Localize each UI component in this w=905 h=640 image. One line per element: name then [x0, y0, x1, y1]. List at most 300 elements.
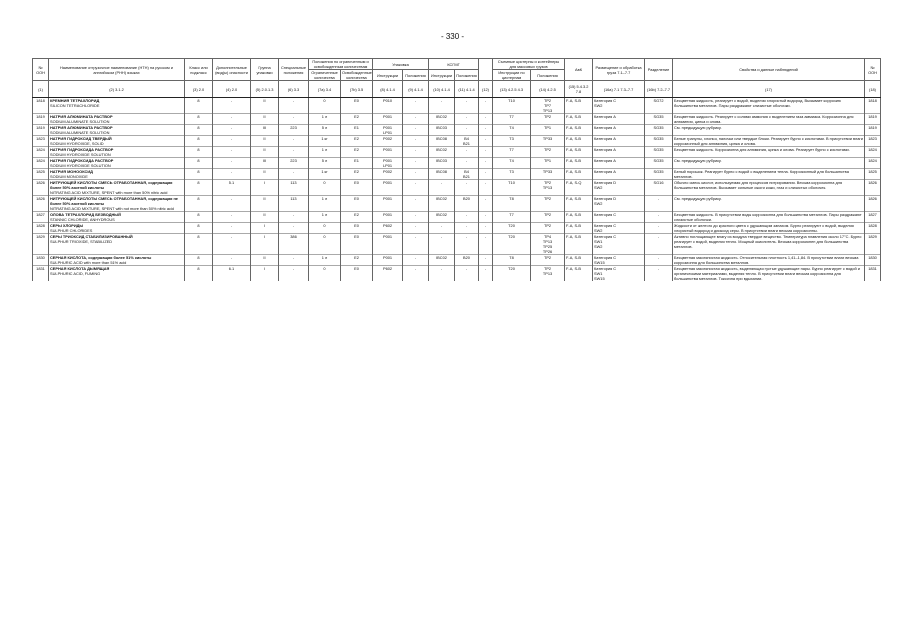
- cell-sub: -: [213, 98, 251, 114]
- cell-pp: -: [403, 266, 429, 282]
- header-properties: Свойства и данные наблюдений: [673, 59, 865, 81]
- cell-sub: 6.1: [213, 266, 251, 282]
- cell-ems: F-A, S-B: [565, 196, 593, 212]
- cell-tank: T3: [493, 169, 531, 180]
- cell-cls: 8: [185, 196, 213, 212]
- name-english: SODIUM MONOXIDE: [50, 174, 88, 179]
- header-tanks: Съемные цистерны и контейнеры для массовых грузов: [493, 59, 565, 70]
- cell-pp: -: [403, 234, 429, 255]
- cell-t12: -: [479, 255, 493, 266]
- cell-seg: -: [645, 223, 673, 234]
- cell-props: Бесцветная маслянистая жидкость, выделяющая густые удушающие пары. Бурно реагирует с водой и органическими материалами, выделяя тепло. В присутствии влаги весьма коррозионна для большинства металлов. Токсична при вдыхании.: [673, 266, 865, 282]
- cell-pg: II: [251, 169, 279, 180]
- cell-seg: -: [645, 196, 673, 212]
- name-english: SULPHUR CHLORIDES: [50, 228, 93, 233]
- cell-ems: F-A, S-B: [565, 147, 593, 158]
- name-russian: СЕРНАЯ КИСЛОТА ДЫМЯЩАЯ: [50, 266, 110, 271]
- cell-ibcp: -: [455, 234, 479, 255]
- table-row: [33, 223, 881, 234]
- cell-sp: 223: [279, 158, 309, 169]
- cell-sp: 113: [279, 196, 309, 212]
- cell-ltd: 1 кг: [309, 136, 341, 147]
- cell-tankp: TP2: [531, 114, 565, 125]
- cell-pi: P002: [373, 136, 403, 147]
- cell-sub: -: [213, 255, 251, 266]
- cell-name: [49, 136, 185, 147]
- cell-exc: E2: [341, 136, 373, 147]
- cell-pp: -: [403, 98, 429, 114]
- cell-sp: -: [279, 98, 309, 114]
- cell-seg: SG72: [645, 98, 673, 114]
- column-number: (4) 2.0: [213, 81, 251, 98]
- cell-cls: 8: [185, 114, 213, 125]
- cell-un2: 1829: [865, 234, 881, 255]
- cell-props: Бесцветная жидкость. Коррозионна для алюминия, цинка и олова. Реагирует бурно с кислотами.: [673, 147, 865, 158]
- cell-cls: 8: [185, 223, 213, 234]
- cell-props: Белые гранулы, хлопья, палочки или твердые блоки. Реагирует бурно с кислотами. В присутствии влаги коррозионный для алюминия, цинка и олова.: [674, 136, 863, 146]
- cell-tankp: TP33: [531, 136, 565, 147]
- header-tank-provisions: Положения: [531, 70, 565, 81]
- cell-pg: II: [251, 212, 279, 223]
- cell-un: 1830: [33, 255, 49, 266]
- column-number: (18): [865, 81, 881, 98]
- name-russian: СЕРЫ ХЛОРИДЫ: [50, 223, 84, 228]
- cell-ltd: 1 л: [309, 114, 341, 125]
- name-english: NITRATING ACID MIXTURE, SPENT with not more than 50% nitric acid: [50, 206, 174, 211]
- cell-sub: -: [213, 136, 251, 147]
- cell-un2: 1824: [865, 147, 881, 158]
- cell-t12: -: [479, 234, 493, 255]
- cell-ibcp: -: [455, 125, 479, 136]
- cell-name: [49, 266, 185, 282]
- cell-sp: -: [279, 223, 309, 234]
- name-english: SODIUM HYDROXIDE SOLUTION: [50, 163, 111, 168]
- cell-cls: 8: [185, 147, 213, 158]
- cell-ibc: IBC03: [429, 125, 455, 136]
- cell-seg: -: [645, 234, 673, 255]
- header-class: Класс или подкласс: [185, 59, 213, 81]
- cell-props: Бесцветная жидкость. В присутствии воды коррозионна для большинства металлов. Пары раздражают слизистые оболочки.: [673, 212, 865, 223]
- cell-tankp: TP2: [531, 147, 565, 158]
- cell-ibcp: B20: [455, 255, 479, 266]
- cell-tank: T8: [493, 196, 531, 212]
- name-russian: НАТРИЯ ГИДРОКСИДА РАСТВОР: [50, 147, 114, 152]
- name-russian: СЕРНАЯ КИСЛОТА, содержащая более 51% кислоты: [50, 255, 152, 260]
- table-row: [33, 158, 881, 169]
- cell-ems: F-A, S-B: [565, 169, 593, 180]
- cell-exc: E0: [341, 234, 373, 255]
- cell-pp: -: [403, 212, 429, 223]
- table-row: [33, 234, 881, 255]
- cell-ltd: 5 л: [309, 125, 341, 136]
- cell-sp: -: [279, 114, 309, 125]
- cell-ems: F-A, S-Q: [565, 180, 593, 196]
- cell-name: [49, 169, 185, 180]
- name-english: SODIUM ALUMINATE SOLUTION: [50, 130, 110, 135]
- header-excepted: Освобожденные количества: [342, 70, 372, 80]
- header-ibc-instructions: Инструкции: [429, 70, 455, 81]
- cell-props: Активно поглощающее влагу из воздуха твердое вещество. Температура плавления около 17°C. Бурно реагирует с водой, выделяя тепло. Мощный окислитель. Весьма коррозионен для большинства металлов.: [673, 234, 865, 255]
- table-body: [33, 98, 881, 282]
- cell-ibcp: -: [455, 223, 479, 234]
- cell-tank: T20: [493, 234, 531, 255]
- cell-ltd: 1 л: [309, 212, 341, 223]
- cell-tankp: TP33: [531, 169, 565, 180]
- cell-ibc: IBC08: [429, 169, 455, 180]
- cell-ltd: 1 л: [309, 255, 341, 266]
- cell-sub: -: [213, 234, 251, 255]
- cell-un2: 1826: [865, 180, 881, 196]
- cell-stow: Категория C SW1 SW2: [593, 234, 645, 255]
- cell-tankp: TP2: [531, 196, 565, 212]
- cell-un2: 1830: [865, 255, 881, 266]
- column-number: (7a) 3.4: [309, 81, 341, 98]
- cell-un: 1828: [33, 223, 49, 234]
- cell-pi: P001: [373, 255, 403, 266]
- cell-pg: II: [251, 98, 279, 114]
- cell-ibcp: B4 B21: [455, 169, 479, 180]
- cell-t12: -: [479, 212, 493, 223]
- table-row: [33, 180, 881, 196]
- cell-sub: -: [213, 158, 251, 169]
- cell-props: Белый порошок. Реагирует бурно с водой с выделением тепла. Коррозионный для большинства металлов.: [673, 169, 865, 180]
- cell-ems: F-A, S-B: [565, 234, 593, 255]
- cell-sub: -: [213, 196, 251, 212]
- cell-props: Жидкости от желтого до красного цвета с удушающим запахом. Бурно реагируют с водой, выделяя хлористый водород и диоксид серы. В присутствии влаги весьма коррозионны.: [673, 223, 865, 234]
- header-name: Наименование отгрузочное наименование (НТН) на русском и английском (РНН) языках: [49, 59, 185, 81]
- page-number: - 330 -: [440, 32, 465, 41]
- cell-tankp: TP2 TP13: [531, 180, 565, 196]
- cell-ibc: -: [429, 234, 455, 255]
- header-packing-provisions: Положения: [403, 70, 429, 81]
- cell-pp: -: [403, 169, 429, 180]
- cell-stow: Категория C: [593, 212, 645, 223]
- column-number: (17): [673, 81, 865, 98]
- cell-stow: Категория A: [593, 125, 645, 136]
- cell-sp: -: [279, 136, 309, 147]
- column-number: (8) 4.1.4: [373, 81, 403, 98]
- cell-un2: 1825: [865, 169, 881, 180]
- cell-ltd: 0: [309, 98, 341, 114]
- cell-tank: T7: [493, 147, 531, 158]
- cell-tank: T4: [493, 158, 531, 169]
- cell-cls: 8: [185, 234, 213, 255]
- column-number: (2) 3.1.2: [49, 81, 185, 98]
- column-number: (1): [33, 81, 49, 98]
- cell-ltd: 1 л: [309, 147, 341, 158]
- cell-ibc: -: [429, 266, 455, 282]
- cell-pp: -: [403, 125, 429, 136]
- name-russian: НАТРИЯ АЛЮМИНАТА РАСТВОР: [50, 125, 113, 130]
- column-number: (16a) 7.1 7.3–7.7: [593, 81, 645, 98]
- name-russian: НИТРУЮЩЕЙ КИСЛОТЫ СМЕСЬ ОТРАБОТАННАЯ, содержащая более 50% азотной кислоты: [50, 180, 173, 190]
- cell-pi: P001: [373, 212, 403, 223]
- column-number: (12): [479, 81, 493, 98]
- cell-tankp: TP2 TP7 TP13: [531, 98, 565, 114]
- name-russian: СЕРЫ ТРИОКСИД СТАБИЛИЗИРОВАННЫЙ: [50, 234, 133, 239]
- header-packing-group: Группа упаковки: [251, 59, 279, 81]
- cell-ibc: -: [429, 180, 455, 196]
- cell-pg: I: [251, 266, 279, 282]
- table-row: [33, 114, 881, 125]
- cell-pg: II: [251, 147, 279, 158]
- cell-ltd: 0: [309, 234, 341, 255]
- name-english: SILICON TETRACHLORIDE: [50, 103, 100, 108]
- cell-pp: -: [403, 223, 429, 234]
- header-subsidiary-risk: Дополнительные (вид(ы) опасности: [213, 59, 251, 81]
- header-packaging: Упаковка: [373, 59, 429, 70]
- cell-exc: E2: [341, 212, 373, 223]
- cell-sub: 5.1: [213, 180, 251, 196]
- cell-pg: II: [251, 255, 279, 266]
- cell-ibc: -: [429, 223, 455, 234]
- table-row: [33, 212, 881, 223]
- cell-ibcp: -: [455, 147, 479, 158]
- cell-pp: -: [403, 158, 429, 169]
- cell-ibcp: -: [455, 180, 479, 196]
- cell-name: [49, 223, 185, 234]
- name-english: SULPHURIC ACID, FUMING: [50, 271, 101, 276]
- cell-pi: P001: [373, 114, 403, 125]
- cell-tank: T7: [493, 212, 531, 223]
- cell-seg: SG35: [645, 136, 673, 147]
- cell-sp: 223: [279, 125, 309, 136]
- cell-ems: F-A, S-B: [565, 223, 593, 234]
- cell-name: [49, 196, 185, 212]
- cell-pp: -: [403, 147, 429, 158]
- cell-pg: II: [251, 114, 279, 125]
- cell-un2: 1819: [865, 114, 881, 125]
- header-un-no: № ООН: [33, 59, 49, 81]
- cell-props: См. предыдущую рубрику.: [673, 125, 865, 136]
- name-english: SODIUM HYDROXIDE SOLUTION: [50, 152, 111, 157]
- cell-un: 1831: [33, 266, 49, 282]
- cell-pg: III: [251, 125, 279, 136]
- cell-un: 1827: [33, 212, 49, 223]
- cell-seg: SG16: [645, 180, 673, 196]
- cell-name: [49, 125, 185, 136]
- cell-props: Бесцветная жидкость. Реагирует с солями аммония с выделением газа аммиака. Коррозионна для алюминия, цинка и олова.: [673, 114, 865, 125]
- cell-ems: F-A, S-B: [565, 212, 593, 223]
- cell-exc: E0: [341, 196, 373, 212]
- cell-ltd: 0: [309, 180, 341, 196]
- cell-un2: 1823: [865, 136, 881, 147]
- cell-ibc: -: [429, 98, 455, 114]
- cell-sp: -: [279, 255, 309, 266]
- cell-un2: 1831: [865, 266, 881, 282]
- cell-un2: 1819: [865, 125, 881, 136]
- cell-sub: -: [213, 147, 251, 158]
- table-row: [33, 125, 881, 136]
- cell-pp: -: [403, 180, 429, 196]
- cell-seg: -: [645, 266, 673, 282]
- cell-ems: F-A, S-B: [565, 255, 593, 266]
- cell-t12: -: [479, 158, 493, 169]
- name-russian: НАТРИЯ ГИДРОКСИД ТВЕРДЫЙ: [50, 136, 112, 141]
- cell-sp: 386: [279, 234, 309, 255]
- cell-ems: F-A, S-B: [565, 98, 593, 114]
- cell-t12: -: [479, 147, 493, 158]
- column-number: (3) 2.0: [185, 81, 213, 98]
- cell-cls: 8: [185, 98, 213, 114]
- cell-name: [49, 98, 185, 114]
- cell-pi: P602: [373, 266, 403, 282]
- name-russian: НИТРУЮЩЕЙ КИСЛОТЫ СМЕСЬ ОТРАБОТАННАЯ, содержащая не более 50% азотной кислоты: [50, 196, 178, 206]
- cell-exc: E1: [341, 125, 373, 136]
- cell-ems: F-A, S-B: [565, 114, 593, 125]
- cell-pg: I: [251, 234, 279, 255]
- cell-stow: Категория A: [593, 158, 645, 169]
- cell-un: 1826: [33, 196, 49, 212]
- cell-pp: -: [403, 255, 429, 266]
- cell-t12: -: [479, 114, 493, 125]
- cell-sub: -: [213, 223, 251, 234]
- cell-stow: Категория A: [593, 169, 645, 180]
- cell-exc: E2: [341, 147, 373, 158]
- cell-exc: E0: [341, 180, 373, 196]
- cell-ems: F-A, S-B: [565, 125, 593, 136]
- column-number: (14) 4.2.5: [531, 81, 565, 98]
- cell-sub: -: [213, 114, 251, 125]
- cell-cls: 8: [185, 158, 213, 169]
- cell-seg: SG35: [645, 125, 673, 136]
- cell-props: Бесцветная жидкость, реагирует с водой, выделяя хлористый водород. Вызывает коррозию большинства металлов. Пары раздражают слизистые оболочки.: [673, 98, 865, 114]
- cell-t12: -: [479, 266, 493, 282]
- cell-stow: Категория A: [593, 136, 645, 147]
- cell-pg: II: [251, 136, 279, 147]
- cell-un2: 1824: [865, 158, 881, 169]
- cell-tank: T10: [493, 98, 531, 114]
- table-row: [33, 147, 881, 158]
- table-row: [33, 266, 881, 282]
- name-russian: КРЕМНИЯ ТЕТРАХЛОРИД: [50, 98, 100, 103]
- cell-tankp: TP2 TP13: [531, 266, 565, 282]
- cell-ltd: 1 кг: [309, 169, 341, 180]
- cell-ibcp: B4 B21: [455, 136, 479, 147]
- header-special-provisions: Специальные положения: [279, 59, 309, 81]
- cell-ibc: IBC03: [429, 158, 455, 169]
- name-russian: НАТРИЯ АЛЮМИНАТА РАСТВОР: [50, 114, 113, 119]
- name-russian: ОЛОВА ТЕТРАХЛОРИД БЕЗВОДНЫЙ: [50, 212, 121, 217]
- cell-un2: 1828: [865, 223, 881, 234]
- cell-pp: -: [403, 196, 429, 212]
- cell-t12: -: [479, 196, 493, 212]
- header-ibc-provisions: Положения: [455, 70, 479, 81]
- cell-ltd: 0: [309, 223, 341, 234]
- cell-pi: P001 LP01: [373, 158, 403, 169]
- cell-un: 1825: [33, 169, 49, 180]
- header-col-12: [479, 59, 493, 81]
- table-row: [33, 255, 881, 266]
- header-limited: Ограниченные количества: [309, 70, 341, 81]
- cell-name: [49, 234, 185, 255]
- cell-pp: -: [403, 114, 429, 125]
- cell-exc: E2: [341, 114, 373, 125]
- cell-name: [49, 255, 185, 266]
- cell-sp: -: [279, 266, 309, 282]
- header-segregation: Разделение: [645, 59, 673, 81]
- cell-props: Бесцветная маслянистая жидкость. Относительная плотность 1,41–1,84. В присутствии влаги весьма коррозионна для большинства металлов.: [673, 255, 865, 266]
- table-row: [33, 136, 881, 147]
- cell-tankp: TP2: [531, 255, 565, 266]
- cell-sub: -: [213, 169, 251, 180]
- table-row: [33, 196, 881, 212]
- column-number-row: [33, 81, 881, 98]
- name-russian: НАТРИЯ МОНООКСИД: [50, 169, 93, 174]
- cell-un: 1819: [33, 114, 49, 125]
- column-number: (7b) 3.5: [341, 81, 373, 98]
- cell-pi: P002: [373, 169, 403, 180]
- cell-cls: 8: [185, 266, 213, 282]
- cell-name: [49, 114, 185, 125]
- cell-t12: -: [479, 169, 493, 180]
- cell-ibc: IBC02: [429, 147, 455, 158]
- cell-ibc: IBC02: [429, 196, 455, 212]
- header-packing-instructions: Инструкции: [373, 70, 403, 81]
- cell-stow: Категория C SW2: [593, 223, 645, 234]
- cell-name: [49, 180, 185, 196]
- cell-pg: I: [251, 223, 279, 234]
- cell-ibc: IBC08: [429, 136, 455, 147]
- name-english: STANNIC CHLORIDE, ANHYDROUS: [50, 217, 115, 222]
- column-number: (10) 4.1.4: [429, 81, 455, 98]
- column-number: (9) 4.1.4: [403, 81, 429, 98]
- dangerous-goods-table: [32, 58, 881, 281]
- cell-name: [49, 212, 185, 223]
- cell-pi: P001: [373, 147, 403, 158]
- cell-props: См. предыдущую рубрику.: [673, 158, 865, 169]
- cell-ibcp: -: [455, 114, 479, 125]
- cell-un: 1823: [33, 136, 49, 147]
- cell-un: 1829: [33, 234, 49, 255]
- cell-pg: I: [251, 180, 279, 196]
- cell-name: [49, 147, 185, 158]
- header-limited-excepted: Положения по ограниченным и освобожденным количествам: [309, 59, 373, 70]
- cell-tankp: TP1: [531, 158, 565, 169]
- name-english: SODIUM ALUMINATE SOLUTION: [50, 119, 110, 124]
- cell-cls: 8: [185, 180, 213, 196]
- cell-tankp: TP2: [531, 223, 565, 234]
- cell-cls: 8: [185, 169, 213, 180]
- cell-exc: E2: [341, 169, 373, 180]
- header-ibc: КСГМГ: [429, 59, 479, 70]
- cell-exc: E0: [341, 266, 373, 282]
- header-stowage: Размещение и обработка груза 7.1–7.7: [593, 59, 645, 81]
- cell-tankp: TP2: [531, 212, 565, 223]
- cell-seg: SG35: [645, 158, 673, 169]
- column-number: (5) 2.0.1.3: [251, 81, 279, 98]
- cell-tank: T3: [493, 136, 531, 147]
- cell-name: [49, 158, 185, 169]
- cell-un: 1819: [33, 125, 49, 136]
- cell-ibc: IBC02: [429, 212, 455, 223]
- cell-pp: -: [403, 136, 429, 147]
- cell-sub: -: [213, 212, 251, 223]
- cell-un: 1826: [33, 180, 49, 196]
- cell-props: Обычно смесь кислот, используемая для процессов нитрирования. Весьма коррозионна для большинства металлов. Вызывает сильные ожоги кожи, глаз и слизистых оболочек.: [673, 180, 865, 196]
- cell-un2: 1826: [865, 196, 881, 212]
- cell-cls: 8: [185, 136, 213, 147]
- header-ems: АвК: [565, 59, 593, 81]
- cell-ibc: IBC02: [429, 114, 455, 125]
- cell-ltd: 1 л: [309, 196, 341, 212]
- cell-exc: E2: [341, 255, 373, 266]
- cell-tank: T8: [493, 255, 531, 266]
- cell-tank: T4: [493, 125, 531, 136]
- cell-tank: T10: [493, 180, 531, 196]
- cell-ems: F-A, S-B: [565, 266, 593, 282]
- cell-un2: 1818: [865, 98, 881, 114]
